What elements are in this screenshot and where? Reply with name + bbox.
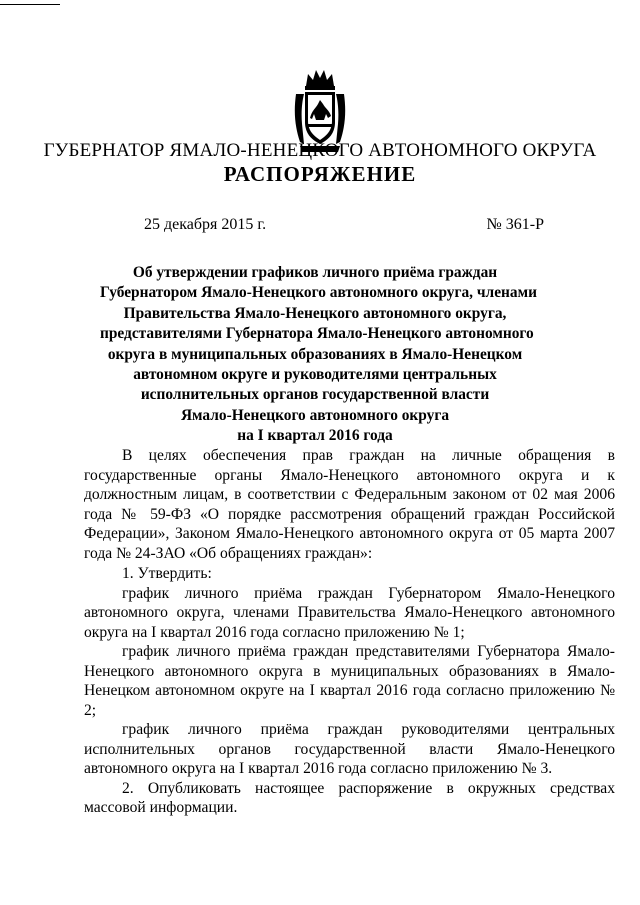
top-rule	[0, 4, 60, 5]
item-2-publish: 2. Опубликовать настоящее распоряжение в окружных средствах массовой информации.	[84, 779, 615, 816]
subject-line: Губернатором Ямало-Ненецкого автономного округа, членами	[100, 284, 537, 302]
item-1-heading: 1. Утвердить:	[122, 565, 212, 582]
subject-line: исполнительных органов государственной власти	[140, 386, 490, 404]
document-type: РАСПОРЯЖЕНИЕ	[223, 162, 417, 186]
subject-line: на I квартал 2016 года	[237, 427, 393, 445]
item-1-schedule-representatives: график личного приёма граждан представителями Губернатора Ямало-Ненецкого автономного округа в муниципальных образованиях в Ямало-Ненецком автономном округе на I квартал 2016 года согласно приложению № 2;	[84, 643, 615, 719]
subject-line: Об утверждении графиков личного приёма граждан	[132, 264, 498, 281]
subject-line: Ямало-Ненецкого автономного округа	[180, 406, 450, 424]
subject-line: округа в муниципальных образованиях в Ямало-Ненецком	[107, 345, 523, 363]
item-1-schedule-governor: график личного приёма граждан Губернатором Ямало-Ненецкого автономного округа, членами Правительства Ямало-Ненецкого автономного округа на I квартал 2016 года согласно приложению № 1;	[84, 584, 615, 641]
document-number: № 361-Р	[486, 216, 544, 233]
subject-line: автономном округе и руководителями центральных	[133, 366, 497, 384]
item-1-schedule-executives: график личного приёма граждан руководителями центральных исполнительных органов государственной власти Ямало-Ненецкого автономного округа на I квартал 2016 года согласно приложению № 3.	[84, 721, 615, 777]
document-subject	[100, 263, 537, 447]
document-date: 25 декабря 2015 г.	[144, 216, 267, 233]
subject-line: Правительства Ямало-Ненецкого автономного округа,	[123, 304, 507, 322]
authority-title: ГУБЕРНАТОР ЯМАЛО-НЕНЕЦКОГО АВТОНОМНОГО ОКРУГА	[43, 140, 597, 161]
resolution-section	[84, 564, 615, 818]
subject-line: представителями Губернатора Ямало-Ненецкого автономного	[100, 325, 534, 343]
preamble-section	[84, 446, 615, 563]
preamble-paragraph: В целях обеспечения прав граждан на личные обращения в государственные органы Ямало-Ненецкого автономного округа и к должностным лицам, в соответствии с Федеральным законом от 02 мая 2006 года № 59-ФЗ «О порядке рассмотрения обращений граждан Российской Федерации», Законом Ямало-Ненецкого автономного округа от 05 марта 2007 года № 24-ЗАО «Об обращениях граждан»:	[84, 447, 615, 562]
